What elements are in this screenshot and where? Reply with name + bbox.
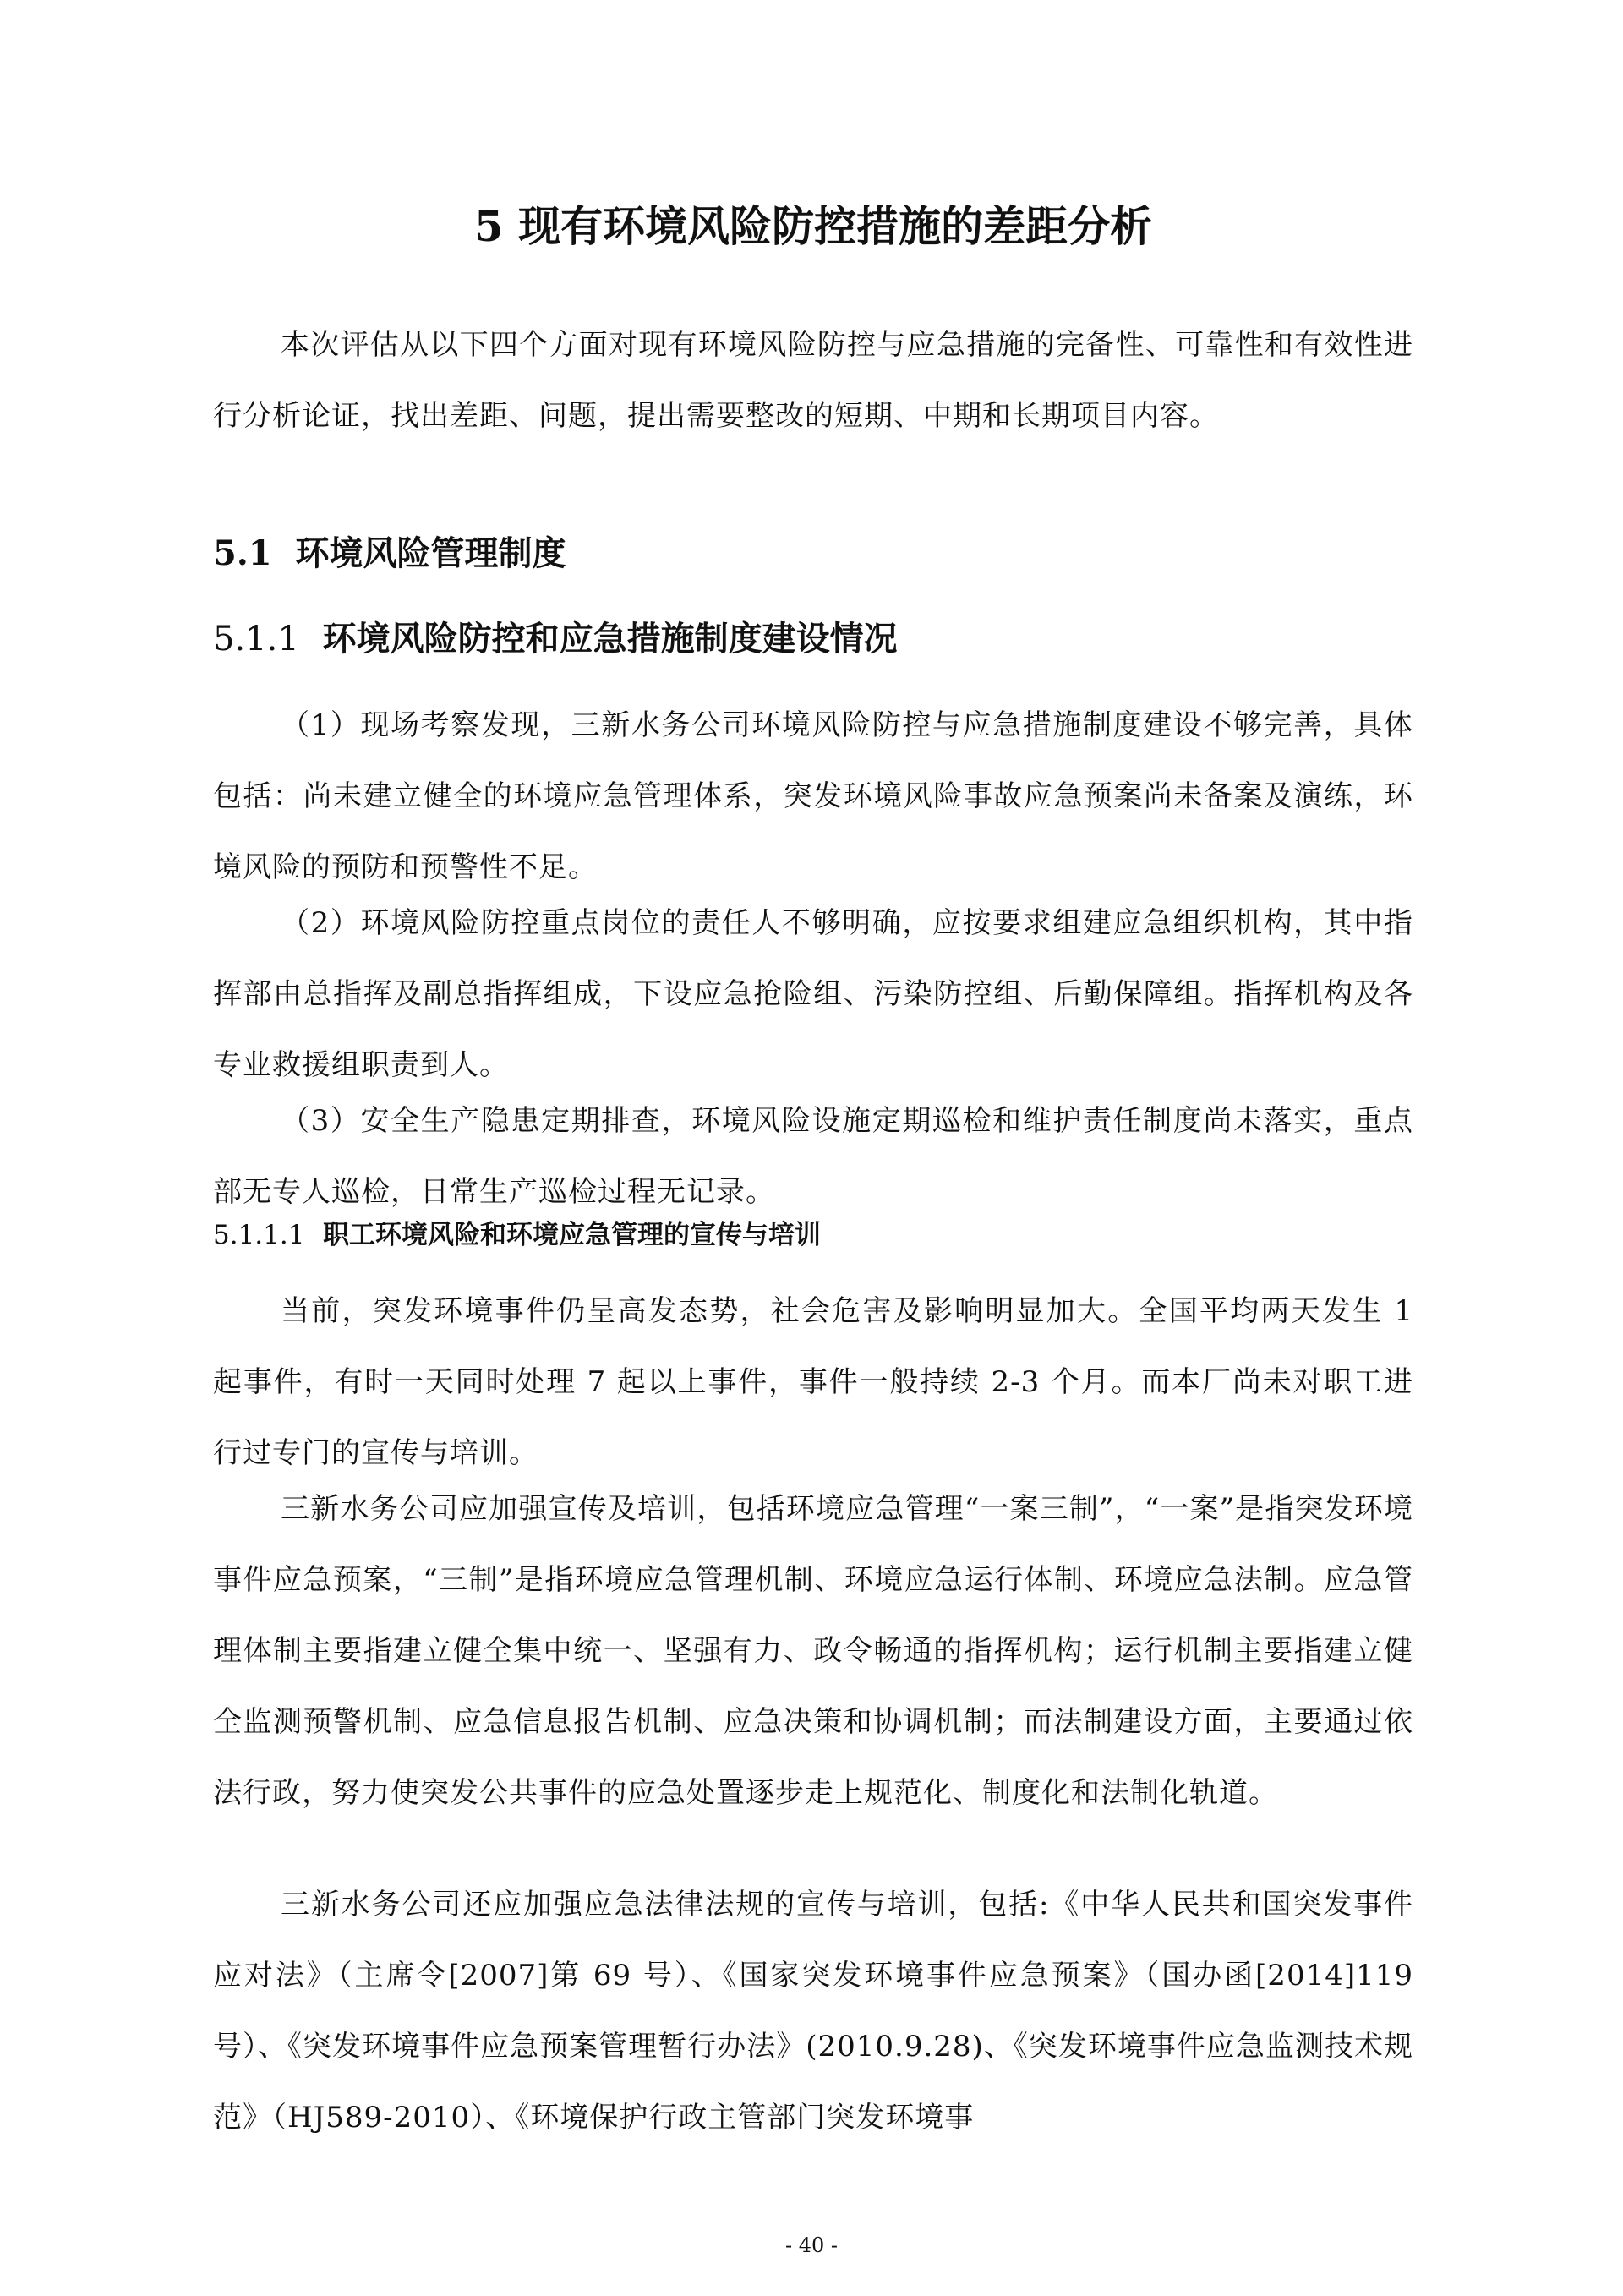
section-heading-5-1-1-1 [213,1205,821,1265]
body-paragraph: 三新水务公司应加强宣传及培训，包括环境应急管理“一案三制”，“一案”是指突发环境事件应急预案，“三制”是指环境应急管理机制、环境应急运行体制、环境应急法制。应急管理体制主要指建立健全集中统一、坚强有力、政令畅通的指挥机构；运行机制主要指建立健全监测预警机制、应急信息报告机制、应急决策和协调机制；而法制建设方面，主要通过依法行政，努力使突发公共事件的应急处置逐步走上规范化、制度化和法制化轨道。 [213,1492,1413,1810]
list-item: （2）环境风险防控重点岗位的责任人不够明确，应按要求组建应急组织机构，其中指挥部由总指挥及副总指挥组成，下设应急抢险组、污染防控组、后勤保障组。指挥机构及各专业救援组职责到人。 [213,906,1413,1082]
body-paragraph: 当前，突发环境事件仍呈高发态势，社会危害及影响明显加大。全国平均两天发生 1 起事件，有时一天同时处理 7 起以上事件，事件一般持续 2-3 个月。而本厂尚未对职工进行过专门的宣传与培训。 [213,1294,1413,1470]
intro-paragraph: 本次评估从以下四个方面对现有环境风险防控与应急措施的完备性、可靠性和有效性进行分析论证，找出差距、问题，提出需要整改的短期、中期和长期项目内容。 [213,328,1413,433]
section-heading-5-1 [213,520,566,588]
section-number: 5.1 [213,533,272,573]
list-item: （3）安全生产隐患定期排查，环境风险设施定期巡检和维护责任制度尚未落实，重点部无专人巡检，日常生产巡检过程无记录。 [213,1104,1413,1209]
section-number: 5.1.1.1 [213,1220,305,1250]
page-number: - 40 - [784,2233,838,2257]
section-heading-5-1-1 [213,605,898,673]
body-paragraph: 三新水务公司还应加强应急法律法规的宣传与培训，包括:《中华人民共和国突发事件应对法》（主席令[2007]第 69 号）、《国家突发环境事件应急预案》（国办函[2014]119 号）、《突发环境事件应急预案管理暂行办法》(2010.9.28)、《突发环境事件应急监测技术规范》（HJ589-2010）、《环境保护行政主管部门突发环境事 [213,1888,1413,2135]
list-item: （1）现场考察发现，三新水务公司环境风险防控与应急措施制度建设不够完善，具体包括：尚未建立健全的环境应急管理体系，突发环境风险事故应急预案尚未备案及演练，环境风险的预防和预警性不足。 [213,708,1413,884]
section-title: 环境风险管理制度 [295,533,566,573]
section-number: 5.1.1 [213,620,299,659]
section-title: 环境风险防控和应急措施制度建设情况 [322,619,898,659]
chapter-title: 5 现有环境风险防控措施的差距分析 [473,201,1153,251]
section-title: 职工环境风险和环境应急管理的宣传与培训 [323,1220,822,1250]
